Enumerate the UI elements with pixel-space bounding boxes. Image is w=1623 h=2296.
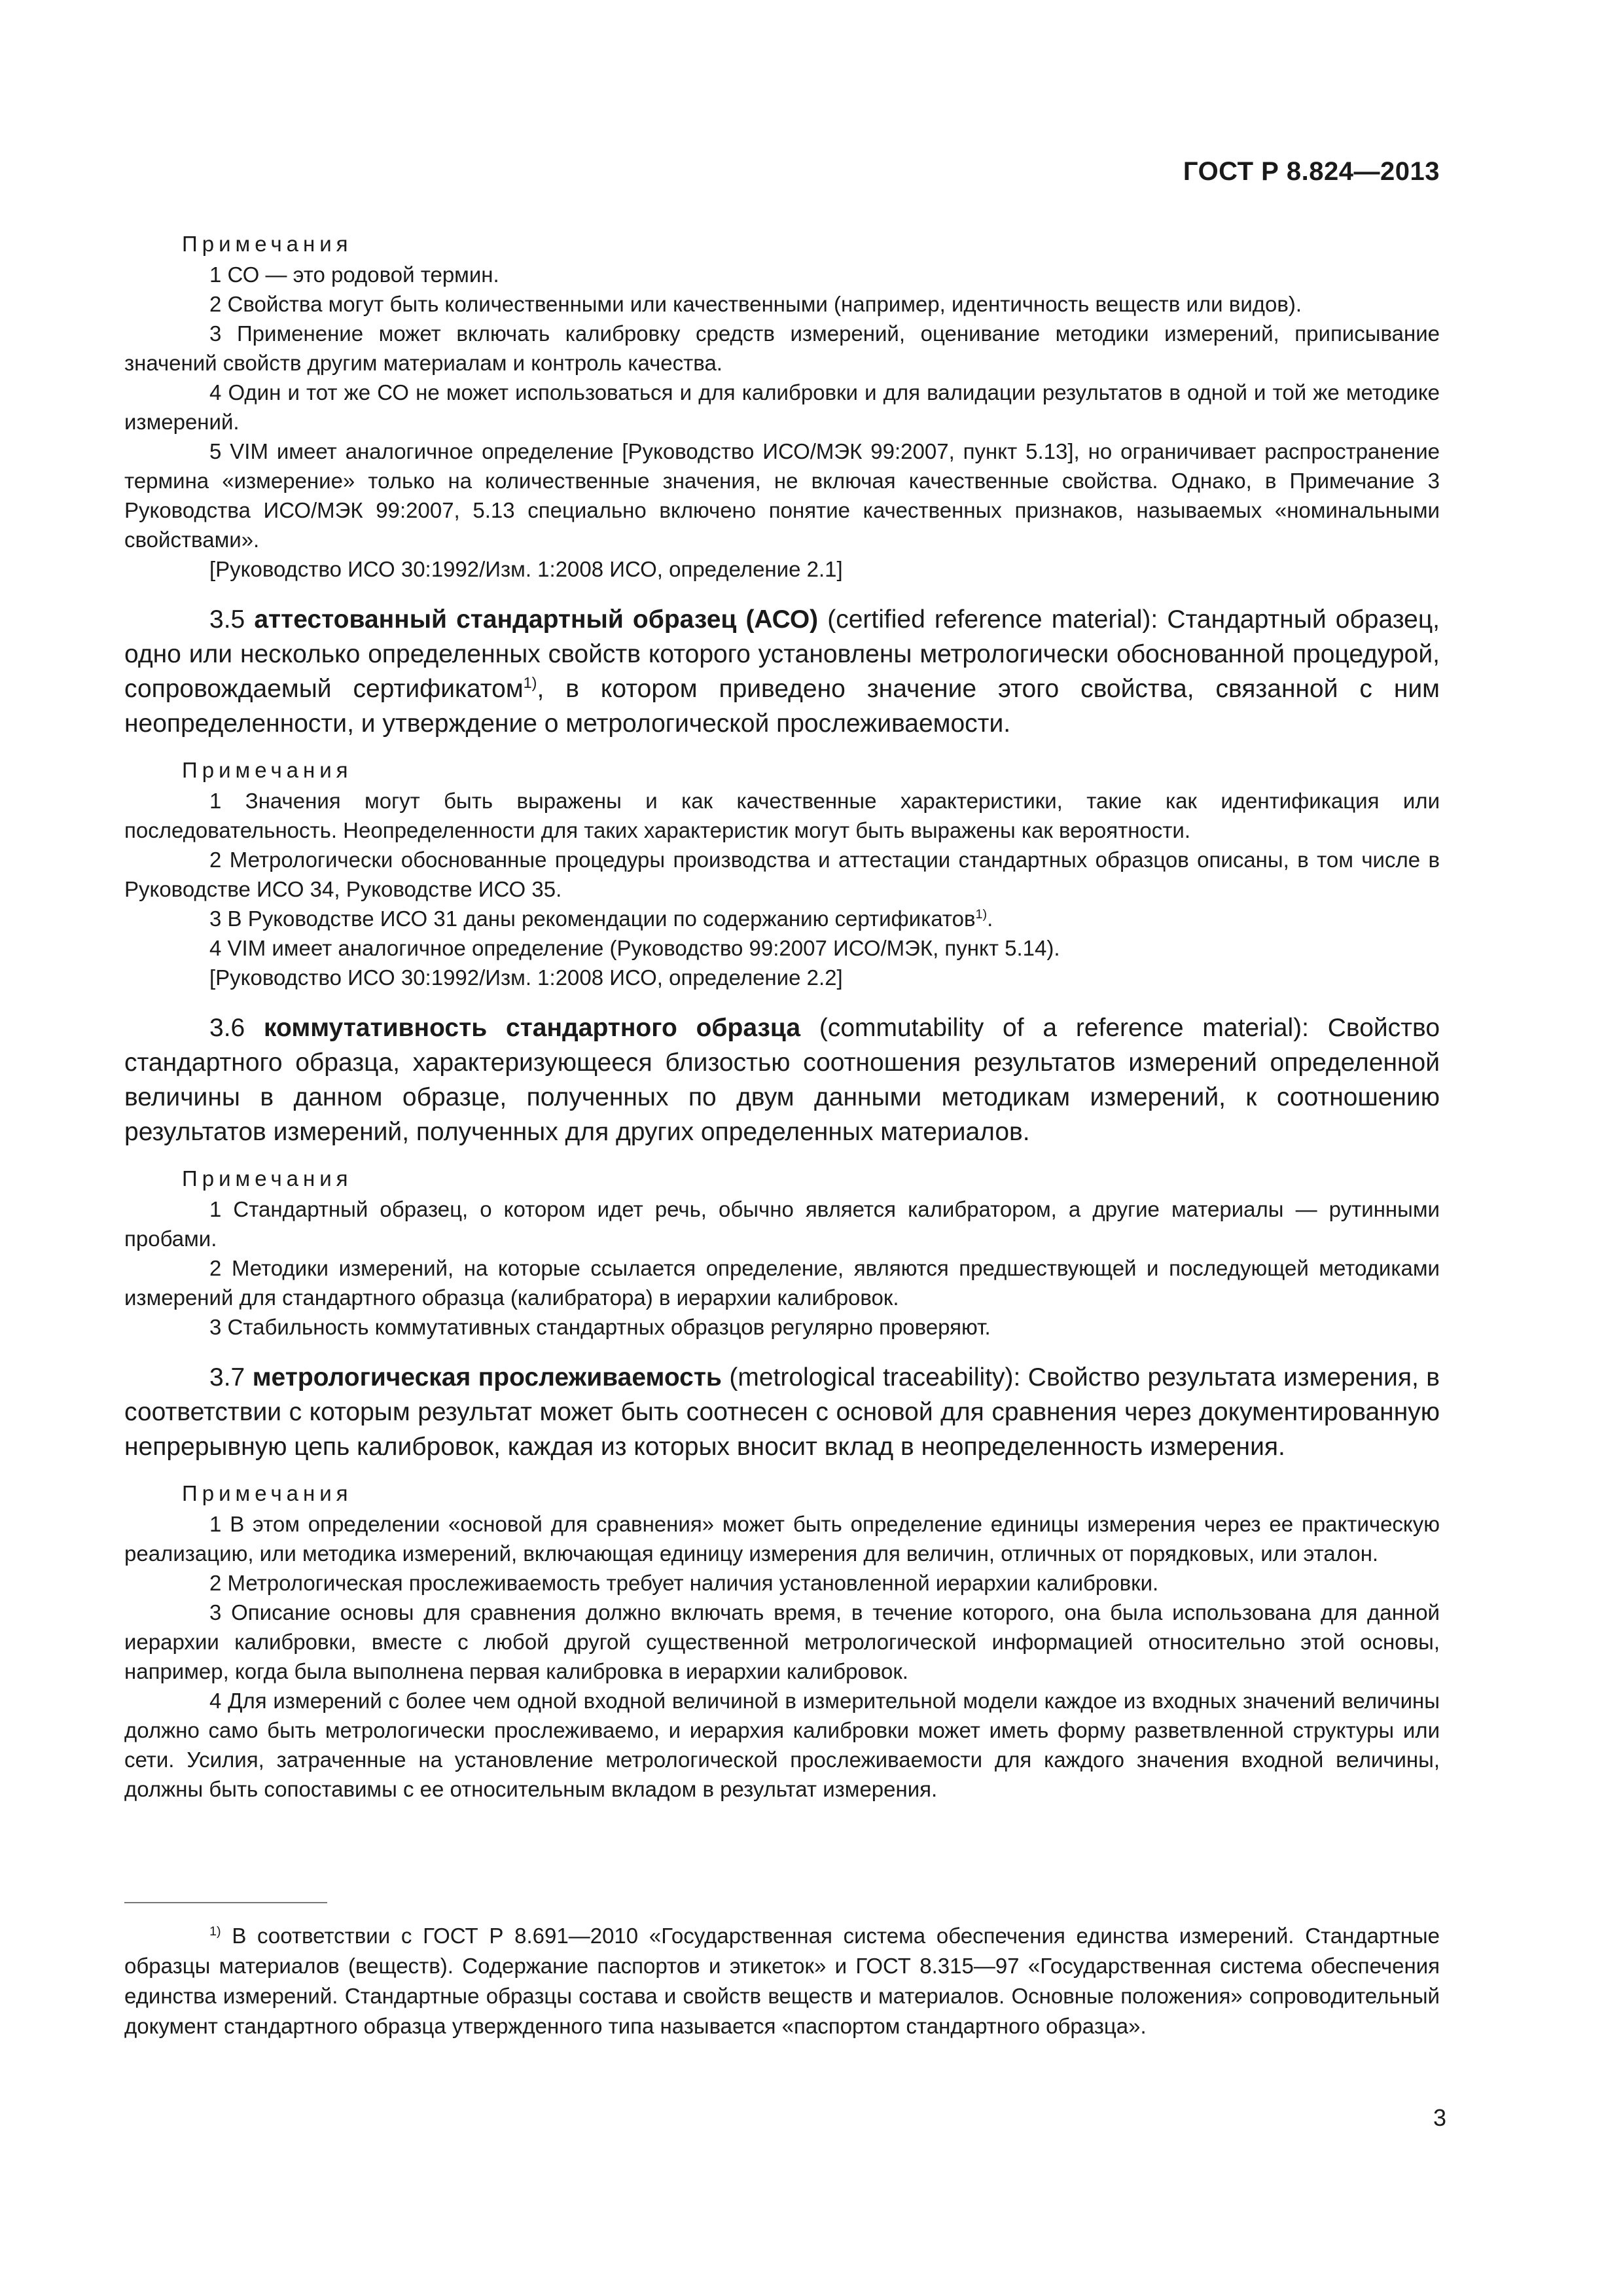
note-text-tail: . — [987, 906, 993, 931]
term-number: 3.7 — [209, 1363, 245, 1391]
term-name: метрологическая прослеживаемость — [252, 1363, 722, 1391]
note-item: 3 Применение может включать калибровку средств измерений, оценивание методики измерений, приписывание значений свойств другим материалам и контроль качества. — [124, 321, 1440, 375]
notes-block-3-4 — [124, 229, 1440, 584]
notes-block-3-5 — [124, 755, 1440, 992]
notes-title: Примечания — [182, 758, 353, 782]
note-item: 4 VIM имеет аналогичное определение (Руководство 99:2007 ИСО/МЭК, пункт 5.14). — [209, 936, 1060, 960]
note-item: 1 Значения могут быть выражены и как качественные характеристики, такие как идентификация или последовательность. Неопределенности для таких характеристик могут быть выражены как вероятности. — [124, 789, 1440, 842]
term-3-6-definition — [124, 1011, 1440, 1149]
note-item: 3 Стабильность коммутативных стандартных образцов регулярно проверяют. — [209, 1315, 991, 1339]
note-item: 1 В этом определении «основой для сравнения» может быть определение единицы измерения через ее практическую реализацию, или методика измерений, включающая единицу измерения для величин, отличных от порядковых, или эталон. — [124, 1512, 1440, 1566]
note-item: 4 Для измерений с более чем одной входной величиной в измерительной модели каждое из входных значений величины должно само быть метрологически прослеживаемо, и иерархия калибровки может иметь форму разветвленной структуры или сети. Усилия, затраченные на установление метрологической прослеживаемости для каждого значения входной величины, должны быть сопоставимы с ее относительным вкладом в результат измерения. — [124, 1689, 1440, 1801]
footnote-text: В соответствии с ГОСТ Р 8.691—2010 «Государственная система обеспечения единства измерений. Стандартные образцы материалов (веществ). Содержание паспортов и этикеток» и ГОСТ 8.315—97 «Государственная система обеспечения единства измерений. Стандартные образцы состава и свойств веществ и материалов. Основные положения» сопроводительный документ стандартного образца утвержденного типа называется «паспортом стандартного образца». — [124, 1924, 1440, 2038]
term-definition: (certified reference material): Стандартный образец, одно или несколько определенных свойств которого установлены метрологически обоснованной процедурой, сопровождаемый сертификатом — [124, 605, 1440, 703]
term-number: 3.5 — [209, 605, 245, 634]
note-item: 2 Метрологическая прослеживаемость требует наличия установленной иерархии калибровки. — [209, 1571, 1159, 1595]
note-item: 2 Метрологически обоснованные процедуры производства и аттестации стандартных образцов описаны, в том числе в Руководстве ИСО 34, Руководстве ИСО 35. — [124, 848, 1440, 901]
footnote-mark: 1) — [209, 1924, 221, 1939]
note-item: 5 VIM имеет аналогичное определение [Руководство ИСО/МЭК 99:2007, пункт 5.13], но ограничивает распространение термина «измерение» только на количественные значения, не включая качественные свойства. Однако, в Примечание 3 Руководства ИСО/МЭК 99:2007, 5.13 специально включено понятие качественных признаков, называемых «номинальными свойствами». — [124, 439, 1440, 552]
footnote-reference[interactable]: 1) — [975, 907, 988, 922]
note-item: 3 Описание основы для сравнения должно включать время, в течение которого, она была использована для данной иерархии калибровки, вместе с любой другой существенной метрологической информацией относительно этой основы, например, когда была выполнена первая калибровка в иерархии калибровок. — [124, 1600, 1440, 1683]
term-name: коммутативность стандартного образца — [264, 1014, 801, 1042]
notes-title: Примечания — [182, 1166, 353, 1191]
notes-block-3-6 — [124, 1164, 1440, 1342]
term-number: 3.6 — [209, 1014, 245, 1042]
term-definition: (commutability of a reference material): Свойство стандартного образца, характеризующееся близостью соотношения результатов измерений определенной величины в данном образце, полученных по двум данными методикам измерений, к соотношению результатов измерений, полученных для других определенных материалов. — [124, 1014, 1440, 1146]
term-name: аттестованный стандартный образец (АСО) — [254, 605, 819, 634]
term-definition: (metrological traceability): Свойство результата измерения, в соответствии с которым результат может быть соотнесен с основой для сравнения через документированную непрерывную цепь калибровок, каждая из которых вносит вклад в неопределенность измерения. — [124, 1363, 1440, 1461]
page-content — [124, 229, 1440, 1822]
notes-title: Примечания — [182, 232, 353, 256]
notes-title: Примечания — [182, 1481, 353, 1505]
note-item: 2 Свойства могут быть количественными или качественными (например, идентичность веществ или видов). — [209, 292, 1302, 316]
note-text: 3 В Руководстве ИСО 31 даны рекомендации по содержанию сертификатов — [209, 906, 976, 931]
footnote — [124, 1921, 1440, 2041]
document-header: ГОСТ Р 8.824—2013 — [1183, 157, 1440, 186]
reference-citation: [Руководство ИСО 30:1992/Изм. 1:2008 ИСО, определение 2.2] — [209, 965, 843, 990]
footnote-reference[interactable]: 1) — [523, 674, 537, 691]
note-item: 1 СО — это родовой термин. — [209, 262, 499, 287]
footnote-separator — [124, 1902, 327, 1903]
term-definition-continued: , в котором приведено значение этого свойства, связанной с ним неопределенности, и утверждение о метрологической прослеживаемости. — [124, 675, 1440, 738]
note-item: 2 Методики измерений, на которые ссылается определение, являются предшествующей и последующей методиками измерений для стандартного образца (калибратора) в иерархии калибровок. — [124, 1256, 1440, 1310]
notes-block-3-7 — [124, 1479, 1440, 1804]
reference-citation: [Руководство ИСО 30:1992/Изм. 1:2008 ИСО, определение 2.1] — [209, 557, 843, 581]
term-3-7-definition — [124, 1360, 1440, 1464]
page-number: 3 — [1433, 2104, 1446, 2131]
note-item — [124, 904, 1440, 933]
note-item: 1 Стандартный образец, о котором идет речь, обычно является калибратором, а другие материалы — рутинными пробами. — [124, 1197, 1440, 1251]
term-3-5-definition — [124, 602, 1440, 741]
note-item: 4 Один и тот же СО не может использоваться и для калибровки и для валидации результатов в одной и той же методике измерений. — [124, 380, 1440, 434]
